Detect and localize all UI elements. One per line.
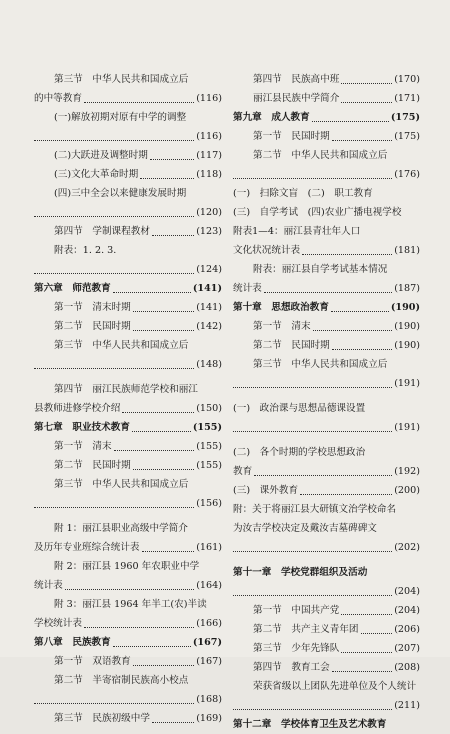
toc-entry xyxy=(233,696,420,715)
toc-entry-title: 第六章 师范教育 xyxy=(34,283,111,294)
leader-dots xyxy=(332,349,392,350)
toc-entry-page: (206) xyxy=(394,624,420,635)
toc-entry xyxy=(233,165,420,184)
toc-entry-title: 附表1—4：丽江县青壮年人口 xyxy=(233,226,361,237)
toc-entry xyxy=(34,709,222,728)
toc-entry-title: 为汝吉学校决定及戴汝吉墓碑碑文 xyxy=(233,523,377,534)
leader-dots xyxy=(233,551,392,552)
toc-entry xyxy=(233,582,420,601)
toc-entry xyxy=(233,601,420,620)
leader-dots xyxy=(133,469,194,470)
leader-dots xyxy=(122,412,194,413)
toc-entry-page: (207) xyxy=(394,643,420,654)
toc-entry xyxy=(233,538,420,557)
toc-entry-title: 第三节 中华人民共和国成立后 xyxy=(253,359,388,370)
toc-entry xyxy=(34,494,222,513)
toc-entry-page: (204) xyxy=(394,586,420,597)
toc-entry-title: 第四节 教育工会 xyxy=(253,662,330,673)
toc-entry-page: (116) xyxy=(196,93,222,104)
leader-dots xyxy=(264,292,392,293)
toc-entry-page: (117) xyxy=(196,150,222,161)
toc-entry xyxy=(233,70,420,89)
toc-entry-title: 附 1：丽江县职业高级中学简介 xyxy=(54,523,188,534)
toc-entry-page: (208) xyxy=(394,662,420,673)
toc-entry xyxy=(233,241,420,260)
toc-entry-title: 第八章 民族教育 xyxy=(34,637,111,648)
toc-entry-page: (116) xyxy=(196,131,222,142)
toc-entry xyxy=(233,203,420,222)
leader-dots xyxy=(34,273,194,274)
toc-entry xyxy=(233,519,420,538)
toc-entry-title: 第二节 民国时期 xyxy=(253,340,330,351)
toc-entry-title: 第一节 民国时期 xyxy=(253,131,330,142)
toc-entry-page: (156) xyxy=(196,498,222,509)
leader-dots xyxy=(132,431,191,432)
toc-entry xyxy=(233,336,420,355)
toc-entry-title: 第二节 民国时期 xyxy=(54,460,131,471)
toc-entry xyxy=(34,336,222,355)
toc-entry-page: (164) xyxy=(196,580,222,591)
leader-dots xyxy=(34,216,194,217)
toc-entry xyxy=(34,317,222,336)
toc-entry-page: (155) xyxy=(192,422,222,433)
toc-entry xyxy=(233,146,420,165)
toc-entry-page: (200) xyxy=(394,485,420,496)
toc-entry-title: 第九章 成人教育 xyxy=(233,112,310,123)
leader-dots xyxy=(331,311,389,312)
toc-entry-title: 第三节 民族初级中学 xyxy=(54,713,150,724)
toc-entry xyxy=(34,595,222,614)
toc-entry-title: 荣获省级以上团队先进单位及个人统计 xyxy=(253,681,417,692)
toc-entry xyxy=(233,658,420,677)
toc-entry-page: (161) xyxy=(196,542,222,553)
toc-entry xyxy=(34,380,222,399)
toc-entry xyxy=(34,260,222,279)
leader-dots xyxy=(233,387,392,388)
leader-dots xyxy=(341,614,392,615)
toc-entry xyxy=(34,146,222,165)
toc-entry-title: 附 2：丽江县 1960 年农职业中学 xyxy=(54,561,200,572)
toc-entry-title: 第三节 中华人民共和国成立后 xyxy=(54,479,189,490)
toc-entry xyxy=(34,652,222,671)
toc-entry-title: 的中等教育 xyxy=(34,93,82,104)
toc-right-column xyxy=(233,70,420,734)
toc-entry-title: 及历年专业班综合统计表 xyxy=(34,542,140,553)
toc-entry xyxy=(34,399,222,418)
toc-entry xyxy=(34,633,222,652)
toc-entry-page: (202) xyxy=(394,542,420,553)
toc-entry xyxy=(34,108,222,127)
toc-entry-page: (176) xyxy=(394,169,420,180)
toc-entry-title: 统计表 xyxy=(233,283,262,294)
toc-entry-page: (190) xyxy=(394,340,420,351)
leader-dots xyxy=(233,178,392,179)
toc-entry-page: (191) xyxy=(394,422,420,433)
toc-entry-title: 第四节 民族高中班 xyxy=(253,74,340,85)
toc-entry xyxy=(34,355,222,374)
leader-dots xyxy=(361,633,392,634)
leader-dots xyxy=(332,671,392,672)
toc-entry xyxy=(233,222,420,241)
toc-entry-page: (190) xyxy=(390,302,420,313)
leader-dots xyxy=(65,589,194,590)
leader-dots xyxy=(133,330,194,331)
toc-entry-page: (167) xyxy=(192,637,222,648)
leader-dots xyxy=(113,292,191,293)
toc-entry-page: (120) xyxy=(196,207,222,218)
toc-entry xyxy=(34,127,222,146)
toc-entry-title: (三)文化大革命时期 xyxy=(54,169,139,180)
toc-entry-page: (141) xyxy=(196,302,222,313)
leader-dots xyxy=(152,235,194,236)
toc-entry xyxy=(233,481,420,500)
leader-dots xyxy=(140,178,194,179)
toc-entry-title: 第七章 职业技术教育 xyxy=(34,422,130,433)
toc-entry xyxy=(34,690,222,709)
toc-entry xyxy=(34,614,222,633)
toc-entry-title: 第三节 少年先锋队 xyxy=(253,643,340,654)
leader-dots xyxy=(341,83,392,84)
toc-entry xyxy=(233,418,420,437)
toc-entry-page: (190) xyxy=(394,321,420,332)
toc-entry-title: 丽江县民族中学简介 xyxy=(253,93,340,104)
toc-entry xyxy=(233,298,420,317)
leader-dots xyxy=(332,140,392,141)
toc-entry-title: 教育 xyxy=(233,466,253,477)
toc-entry-title: 第一节 清末时期 xyxy=(54,302,131,313)
toc-entry-title: 第三节 中华人民共和国成立后 xyxy=(54,340,189,351)
leader-dots xyxy=(84,627,194,628)
leader-dots xyxy=(34,140,194,141)
leader-dots xyxy=(34,703,194,704)
toc-entry xyxy=(233,279,420,298)
toc-entry xyxy=(233,462,420,481)
toc-entry-title: 附 3：丽江县 1964 年半工(农)半读 xyxy=(54,599,207,610)
leader-dots xyxy=(341,652,392,653)
toc-entry-title: 第一节 清末 xyxy=(54,441,112,452)
toc-entry-title: (三) 自学考试 (四)农业广播电视学校 xyxy=(233,207,402,218)
toc-entry-page: (171) xyxy=(394,93,420,104)
toc-entry xyxy=(34,298,222,317)
toc-entry xyxy=(34,456,222,475)
toc-entry xyxy=(233,715,420,734)
leader-dots xyxy=(300,494,392,495)
leader-dots xyxy=(302,254,392,255)
toc-entry-page: (175) xyxy=(394,131,420,142)
toc-entry xyxy=(34,538,222,557)
toc-entry xyxy=(233,677,420,696)
toc-entry-title: 第十一章 学校党群组织及活动 xyxy=(233,567,368,578)
toc-entry xyxy=(233,89,420,108)
toc-entry-title: 第四节 学制课程教材 xyxy=(54,226,150,237)
leader-dots xyxy=(233,595,392,596)
toc-entry-title: 县教师进修学校介绍 xyxy=(34,403,121,414)
toc-entry xyxy=(34,475,222,494)
toc-entry-page: (187) xyxy=(394,283,420,294)
toc-entry xyxy=(233,563,420,582)
toc-entry-page: (211) xyxy=(394,700,420,711)
toc-entry-title: (一) 扫除文盲 (二) 职工教育 xyxy=(233,188,373,199)
toc-entry xyxy=(233,374,420,393)
toc-entry xyxy=(233,500,420,519)
toc-entry-title: (二)大跃进及调整时期 xyxy=(54,150,148,161)
toc-entry xyxy=(233,108,420,127)
toc-entry-title: (四)三中全会以来健康发展时期 xyxy=(54,188,187,199)
toc-entry-page: (142) xyxy=(196,321,222,332)
leader-dots xyxy=(312,121,389,122)
toc-entry-title: 附表：丽江县自学考试基本情况 xyxy=(253,264,388,275)
toc-entry-page: (191) xyxy=(394,378,420,389)
leader-dots xyxy=(142,551,194,552)
toc-entry-title: (一)解放初期对原有中学的调整 xyxy=(54,112,187,123)
toc-left-column xyxy=(34,70,222,728)
toc-entry-title: 第二节 半寄宿制民族高小校点 xyxy=(54,675,189,686)
toc-entry-page: (155) xyxy=(196,441,222,452)
leader-dots xyxy=(114,450,194,451)
toc-entry xyxy=(34,184,222,203)
toc-entry-page: (204) xyxy=(394,605,420,616)
leader-dots xyxy=(133,665,194,666)
leader-dots xyxy=(152,722,194,723)
toc-entry xyxy=(34,222,222,241)
toc-entry xyxy=(34,671,222,690)
leader-dots xyxy=(150,159,194,160)
toc-entry xyxy=(233,127,420,146)
toc-entry-title: (一) 政治课与思想品德课设置 xyxy=(233,403,366,414)
toc-entry xyxy=(34,203,222,222)
toc-entry xyxy=(34,279,222,298)
toc-entry-title: 学校统计表 xyxy=(34,618,82,629)
toc-entry xyxy=(233,184,420,203)
toc-entry-page: (123) xyxy=(196,226,222,237)
toc-entry-page: (124) xyxy=(196,264,222,275)
leader-dots xyxy=(233,709,392,710)
toc-entry-title: 附表：1. 2. 3. xyxy=(54,245,117,256)
toc-entry-title: 第四节 丽江民族师范学校和丽江 xyxy=(54,384,198,395)
leader-dots xyxy=(133,311,194,312)
toc-entry-page: (141) xyxy=(192,283,222,294)
toc-entry xyxy=(233,620,420,639)
toc-entry xyxy=(34,89,222,108)
toc-entry-title: 第十二章 学校体育卫生及艺术教育 xyxy=(233,719,387,730)
toc-entry-page: (118) xyxy=(196,169,222,180)
toc-entry-title: 附：关于将丽江县大研镇文治学校命名 xyxy=(233,504,397,515)
toc-entry xyxy=(233,443,420,462)
toc-entry-page: (181) xyxy=(394,245,420,256)
toc-entry xyxy=(233,317,420,336)
toc-entry xyxy=(233,355,420,374)
toc-entry-title: 第一节 双语教育 xyxy=(54,656,131,667)
toc-entry-title: 第三节 中华人民共和国成立后 xyxy=(54,74,189,85)
toc-entry-title: 第一节 中国共产党 xyxy=(253,605,340,616)
toc-entry xyxy=(34,437,222,456)
leader-dots xyxy=(313,330,392,331)
toc-entry-page: (148) xyxy=(196,359,222,370)
leader-dots xyxy=(341,102,392,103)
toc-entry xyxy=(34,70,222,89)
toc-entry-page: (175) xyxy=(390,112,420,123)
toc-entry xyxy=(233,399,420,418)
toc-entry-page: (150) xyxy=(196,403,222,414)
leader-dots xyxy=(34,507,194,508)
toc-entry xyxy=(34,418,222,437)
toc-entry-title: 第十章 思想政治教育 xyxy=(233,302,329,313)
toc-entry-title: 第二节 共产主义青年团 xyxy=(253,624,359,635)
toc-entry-title: 第一节 清末 xyxy=(253,321,311,332)
toc-entry xyxy=(34,241,222,260)
toc-entry-page: (170) xyxy=(394,74,420,85)
toc-entry-title: 第二节 中华人民共和国成立后 xyxy=(253,150,388,161)
leader-dots xyxy=(233,431,392,432)
toc-entry xyxy=(34,519,222,538)
toc-entry-page: (167) xyxy=(196,656,222,667)
toc-entry-title: (三) 课外教育 xyxy=(233,485,299,496)
toc-entry xyxy=(34,576,222,595)
toc-entry-page: (155) xyxy=(196,460,222,471)
toc-entry-title: (二) 各个时期的学校思想政治 xyxy=(233,447,366,458)
toc-entry-page: (192) xyxy=(394,466,420,477)
toc-entry xyxy=(233,260,420,279)
toc-entry xyxy=(34,557,222,576)
toc-entry-page: (166) xyxy=(196,618,222,629)
leader-dots xyxy=(113,646,191,647)
toc-entry xyxy=(34,165,222,184)
toc-entry xyxy=(233,639,420,658)
leader-dots xyxy=(84,102,194,103)
toc-entry-title: 第二节 民国时期 xyxy=(54,321,131,332)
toc-entry-page: (168) xyxy=(196,694,222,705)
leader-dots xyxy=(34,368,194,369)
toc-entry-title: 文化状况统计表 xyxy=(233,245,301,256)
toc-entry-page: (169) xyxy=(196,713,222,724)
toc-entry-title: 统计表 xyxy=(34,580,63,591)
leader-dots xyxy=(254,475,392,476)
